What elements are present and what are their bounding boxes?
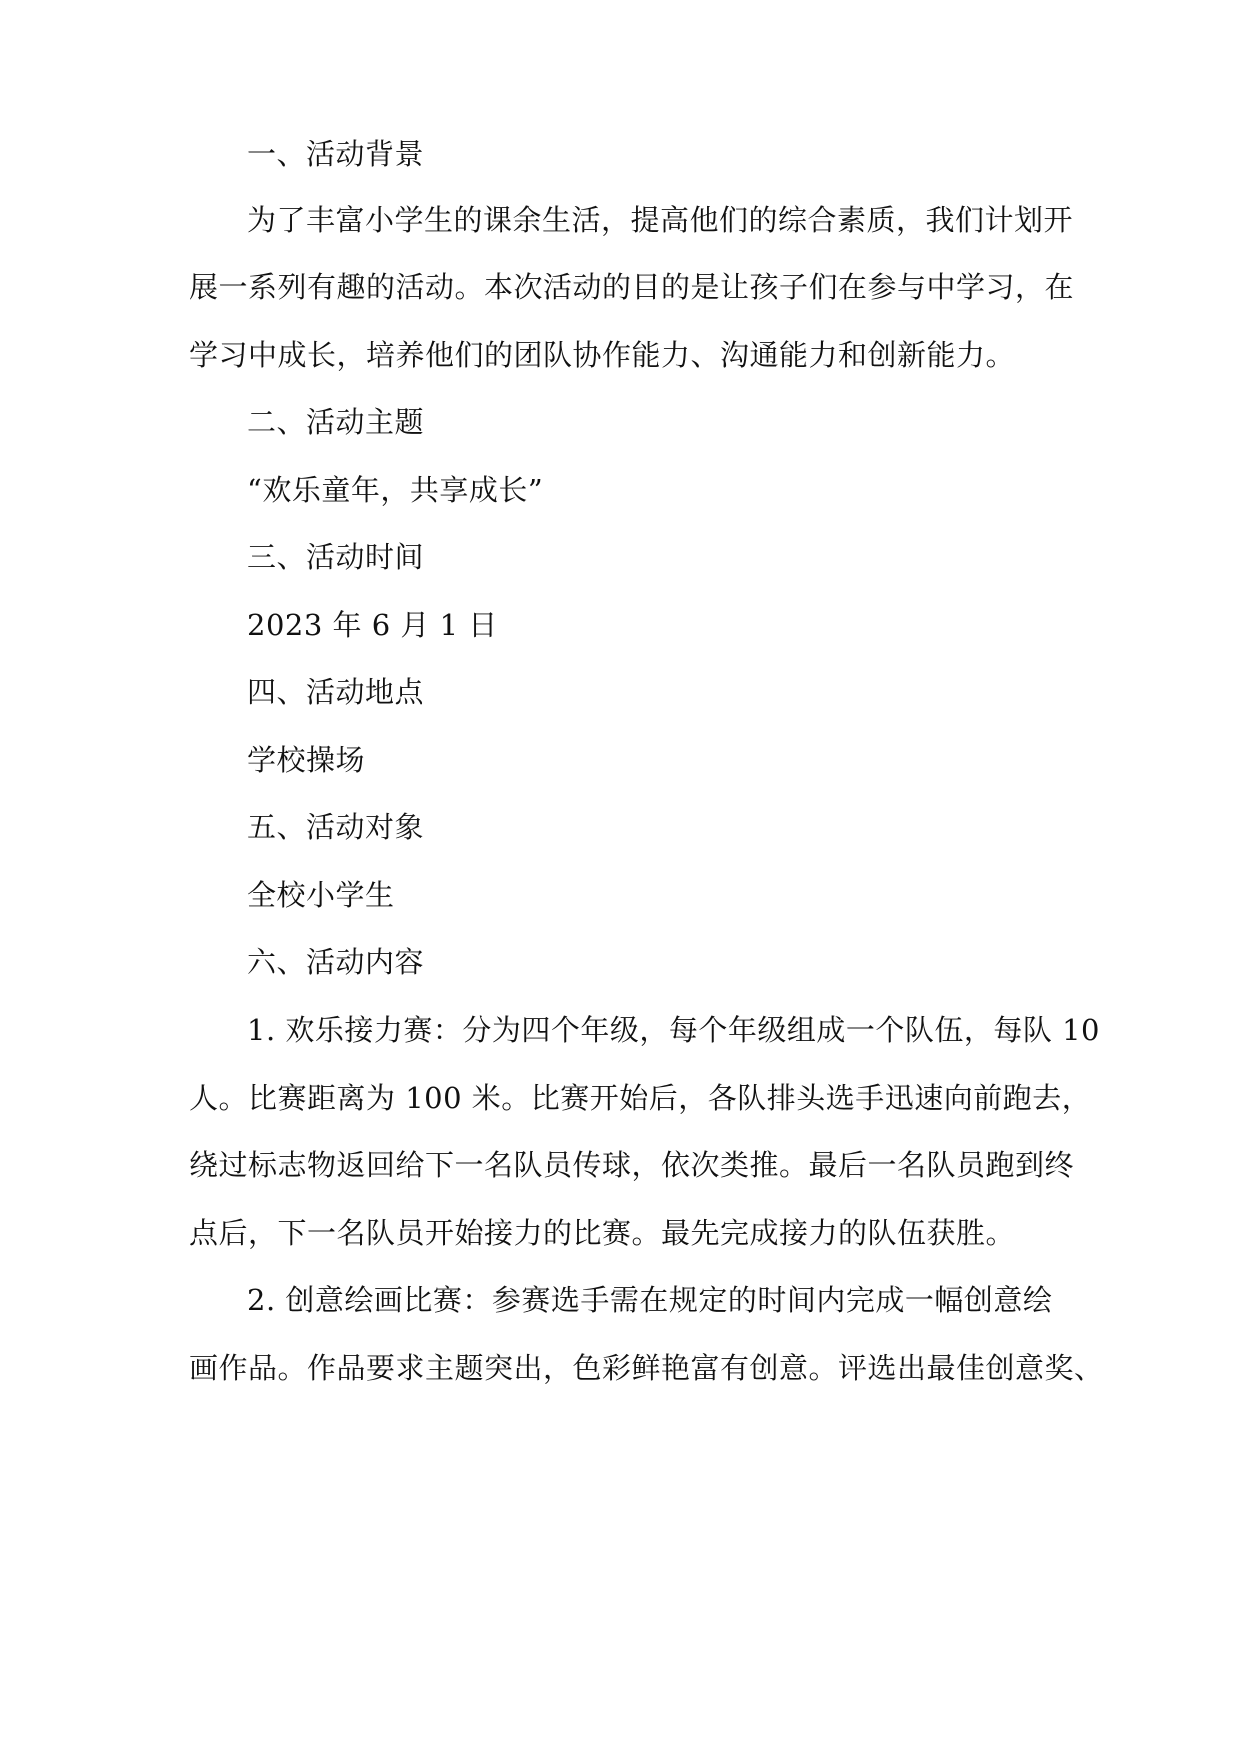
paragraph-line: 为了丰富小学生的课余生活，提高他们的综合素质，我们计划开: [247, 203, 1074, 237]
section-heading-location: 四、活动地点: [247, 675, 425, 709]
time-text: 2023 年 6 月 1 日: [247, 608, 498, 642]
section-heading-content: 六、活动内容: [247, 945, 425, 979]
location-text: 学校操场: [247, 743, 366, 777]
section-heading-time: 三、活动时间: [247, 540, 425, 574]
paragraph-line: 画作品。作品要求主题突出，色彩鲜艳富有创意。评选出最佳创意奖、: [189, 1351, 1104, 1385]
paragraph-line: 学习中成长，培养他们的团队协作能力、沟通能力和创新能力。: [189, 338, 1016, 372]
audience-text: 全校小学生: [247, 878, 395, 912]
paragraph-line: 人。比赛距离为 100 米。比赛开始后，各队排头选手迅速向前跑去，: [189, 1081, 1092, 1115]
section-heading-audience: 五、活动对象: [247, 810, 425, 844]
section-heading-theme: 二、活动主题: [247, 405, 425, 439]
section-heading-background: 一、活动背景: [247, 137, 425, 171]
paragraph-line: 2. 创意绘画比赛：参赛选手需在规定的时间内完成一幅创意绘: [247, 1283, 1053, 1317]
paragraph-line: 绕过标志物返回给下一名队员传球，依次类推。最后一名队员跑到终: [189, 1148, 1075, 1182]
paragraph-line: 点后，下一名队员开始接力的比赛。最先完成接力的队伍获胜。: [189, 1216, 1016, 1250]
theme-text: “欢乐童年，共享成长”: [247, 473, 544, 507]
paragraph-line: 展一系列有趣的活动。本次活动的目的是让孩子们在参与中学习，在: [189, 270, 1075, 304]
paragraph-line: 1. 欢乐接力赛：分为四个年级，每个年级组成一个队伍，每队 10: [247, 1013, 1101, 1047]
